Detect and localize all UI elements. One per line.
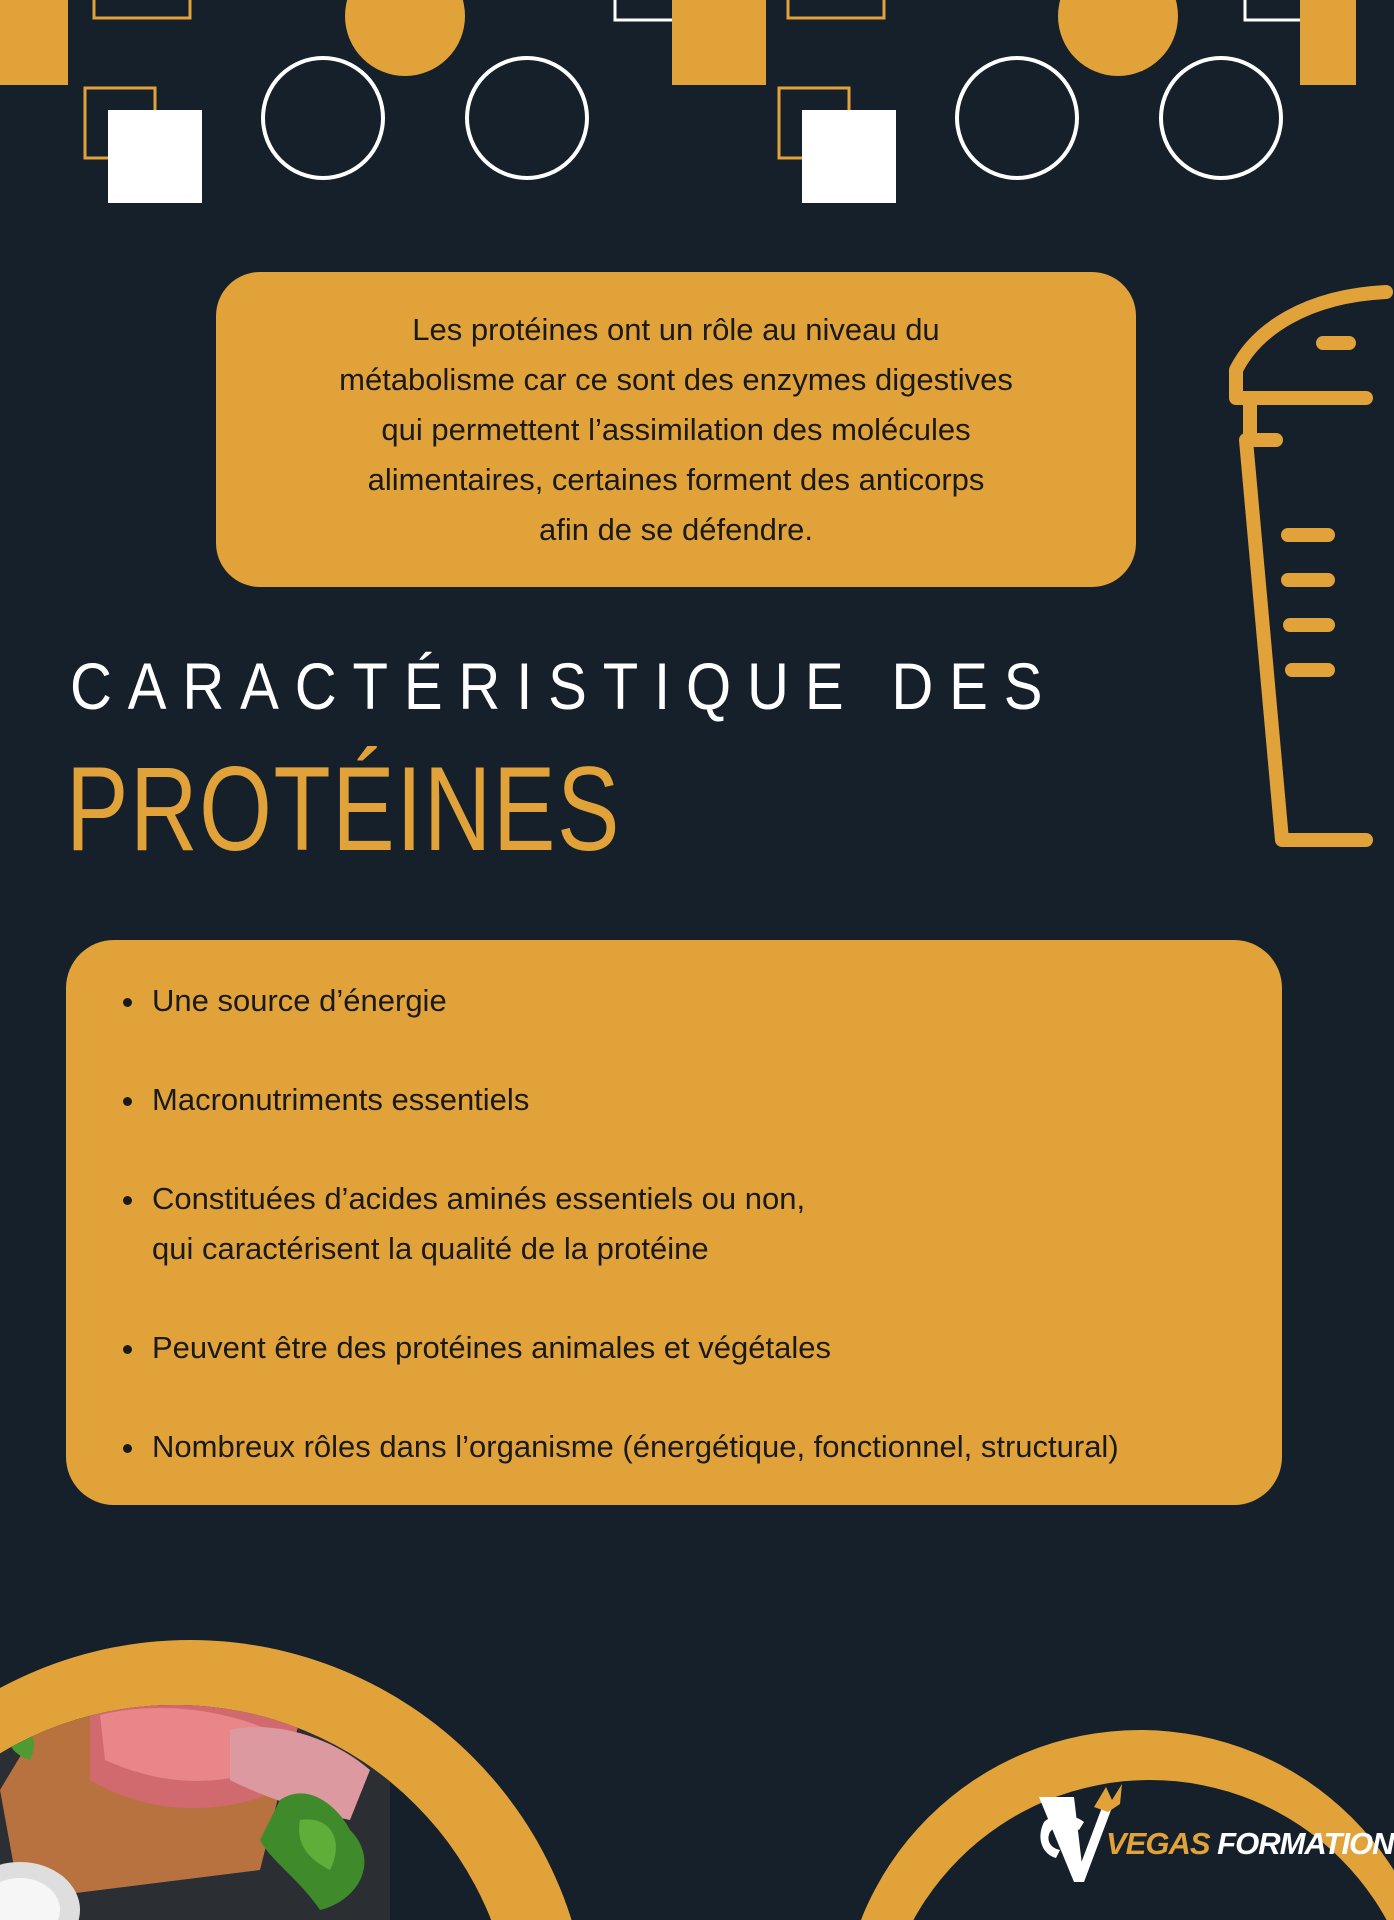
- features-box: [66, 940, 1282, 1505]
- top-decoration: [0, 0, 1356, 220]
- intro-box: [216, 272, 1136, 587]
- list-item: [152, 1075, 1282, 1125]
- logo-text: [1106, 1826, 1394, 1862]
- intro-line: afin de se défendre.: [538, 511, 814, 547]
- logo-text-part1: VEGAS: [1106, 1826, 1210, 1861]
- features-list: [90, 976, 1282, 1521]
- intro-line: métabolisme car ce sont des enzymes digestives: [339, 361, 1013, 397]
- intro-line: alimentaires, certaines forment des anticorps: [367, 461, 985, 497]
- list-item-text: Une source d’énergie: [152, 983, 447, 1018]
- list-item-text: Macronutriments essentiels: [152, 1082, 530, 1117]
- list-item: [152, 1174, 1282, 1274]
- page-title-line1: CARACTÉRISTIQUE DES: [70, 649, 1059, 723]
- list-item-text: Nombreux rôles dans l’organisme (énergétique, fonctionnel, structural): [152, 1429, 1119, 1464]
- list-item-text: Peuvent être des protéines animales et végétales: [152, 1330, 831, 1365]
- intro-line: Les protéines ont un rôle au niveau du: [412, 311, 940, 347]
- intro-line: qui permettent l’assimilation des molécules: [381, 411, 971, 447]
- list-item-text: qui caractérisent la qualité de la protéine: [152, 1231, 709, 1266]
- list-item-text: Constituées d’acides aminés essentiels ou non,: [152, 1181, 806, 1216]
- shaker-icon: [1216, 280, 1356, 880]
- page-title-line2: PROTÉINES: [66, 742, 621, 876]
- logo-text-part2: FORMATION: [1217, 1826, 1394, 1861]
- list-item: [152, 976, 1282, 1026]
- vegas-formation-logo: [1034, 1782, 1394, 1892]
- intro-text: [266, 305, 1086, 555]
- list-item: [152, 1323, 1282, 1373]
- list-item: [152, 1422, 1282, 1472]
